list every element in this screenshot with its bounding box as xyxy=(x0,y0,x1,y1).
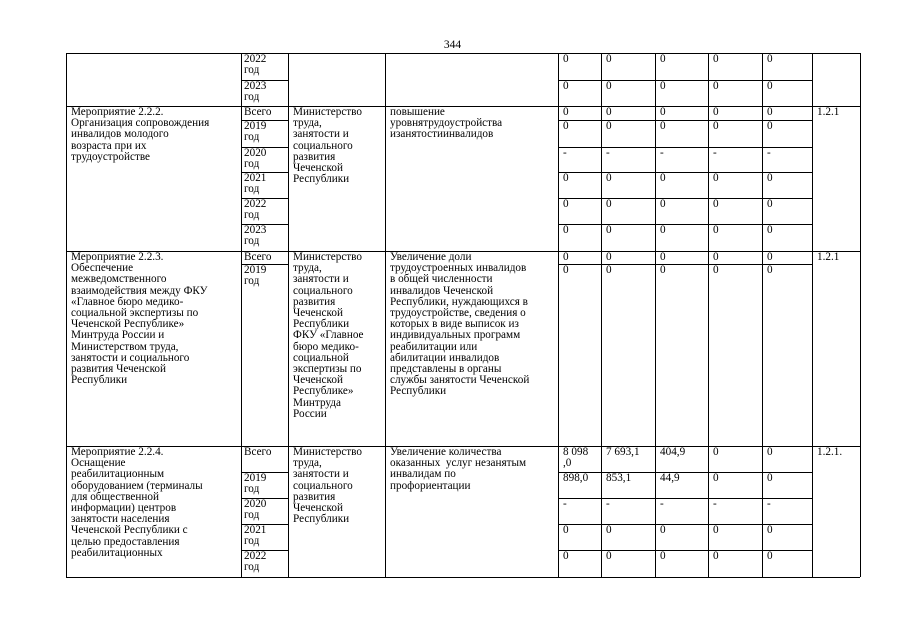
value-cell: 0 xyxy=(713,120,719,132)
indicator-line: Увеличение количества xyxy=(390,446,502,458)
year-label: 2023 xyxy=(244,80,267,92)
indicator-ref: 1.2.1 xyxy=(817,251,840,263)
value-cell: 0 xyxy=(713,198,719,210)
executor-line: труда, xyxy=(293,457,322,470)
year-label: 2023 xyxy=(244,224,267,236)
value-row-line xyxy=(558,198,812,199)
indicator-line: инвалидам по xyxy=(390,468,456,481)
event-line: развития Чеченской xyxy=(71,363,167,375)
value-cell: 0 xyxy=(767,524,773,536)
value-cell: 0 xyxy=(563,80,569,92)
year-label: год xyxy=(244,91,260,104)
value-cell: 0 xyxy=(563,264,569,276)
table-top-border xyxy=(66,53,860,54)
value-cell: - xyxy=(660,498,664,510)
year-label: 2020 xyxy=(244,498,267,510)
indicator-line: Увеличение доли xyxy=(390,251,472,263)
year-label: год xyxy=(244,509,260,522)
value-cell: 853,1 xyxy=(606,472,632,484)
indicator-line: изанятостиинвалидов xyxy=(390,128,494,141)
year-label: Всего xyxy=(244,106,272,118)
column-divider-0 xyxy=(66,53,67,577)
event-line: Чеченской Республике» xyxy=(71,318,185,331)
value-cell: 404,9 xyxy=(660,446,686,458)
value-row-line xyxy=(558,224,812,225)
value-cell: 0 xyxy=(660,550,666,562)
indicator-line: в общей численности xyxy=(390,273,493,286)
year-label: год xyxy=(244,209,260,222)
value-cell: 0 xyxy=(563,224,569,236)
value-cell: 0 xyxy=(767,198,773,210)
year-label: год xyxy=(244,275,260,288)
event-line: Минтруда России и xyxy=(71,329,165,342)
year-label: год xyxy=(244,64,260,77)
value-row-line xyxy=(558,472,812,473)
event-line: Организация сопровождения xyxy=(71,117,210,130)
year-label: 2020 xyxy=(244,147,267,159)
value-cell: 0 xyxy=(660,120,666,132)
value-cell: 0 xyxy=(713,446,719,458)
value-cell: 0 xyxy=(767,106,773,118)
event-line: инвалидов молодого xyxy=(71,128,169,141)
indicator-line: инвалидов Чеченской xyxy=(390,284,494,297)
executor-line: занятости и xyxy=(293,128,349,141)
indicator-line: абилитации инвалидов xyxy=(390,351,500,364)
value-cell: 0 xyxy=(606,80,612,92)
value-cell: - xyxy=(713,498,717,510)
value-row-line xyxy=(558,172,812,173)
value-cell: 0 xyxy=(606,264,612,276)
year-label: Всего xyxy=(244,251,272,263)
value-cell: 0 xyxy=(606,53,612,65)
value-row-line xyxy=(558,264,812,265)
executor-line: Чеченской xyxy=(293,307,343,319)
value-cell: - xyxy=(660,147,664,159)
value-row-line xyxy=(558,524,812,525)
value-cell: 0 xyxy=(767,264,773,276)
value-cell: 0 xyxy=(606,550,612,562)
value-cell: 0 xyxy=(713,264,719,276)
page-number: 344 xyxy=(443,39,462,51)
value-cell: 0 xyxy=(563,524,569,536)
indicator-line: которых в виде выписок из xyxy=(390,318,519,331)
event-line: Мероприятие 2.2.3. xyxy=(71,251,164,263)
executor-line: бюро медико- xyxy=(293,340,359,353)
value-cell: 0 xyxy=(713,224,719,236)
value-cell: 0 xyxy=(660,198,666,210)
value-cell: 898,0 xyxy=(563,472,589,484)
value-cell: 0 xyxy=(563,550,569,562)
executor-line: Республике» xyxy=(293,385,354,398)
year-label: 2019 xyxy=(244,120,267,132)
value-row-line xyxy=(558,550,812,551)
year-label: 2021 xyxy=(244,524,267,536)
executor-line: Министерство xyxy=(293,251,362,263)
executor-line: Минтруда xyxy=(293,396,341,409)
indicator-line: уровнятрудоустройства xyxy=(390,117,503,130)
year-label: 2022 xyxy=(244,198,267,210)
year-label: год xyxy=(244,235,260,248)
event-line: Министерством труда, xyxy=(71,340,179,353)
value-cell: - xyxy=(767,498,771,510)
value-cell: 0 xyxy=(713,472,719,484)
executor-line: России xyxy=(293,407,327,420)
value-cell: 0 xyxy=(660,224,666,236)
value-row-line xyxy=(558,120,812,121)
event-line: возраста при их xyxy=(71,139,147,152)
value-cell: 0 xyxy=(563,120,569,132)
executor-line: занятости и xyxy=(293,273,349,286)
value-cell: 0 xyxy=(660,524,666,536)
executor-line: занятости и xyxy=(293,468,349,481)
column-divider-10 xyxy=(860,53,861,577)
executor-line: развития xyxy=(293,295,336,308)
value-cell: 0 xyxy=(660,106,666,118)
value-row-line xyxy=(558,80,812,81)
year-label: 2022 xyxy=(244,53,267,65)
indicator-line: представлены в органы xyxy=(390,363,502,375)
indicator-line: Республики xyxy=(390,385,447,398)
indicator-ref: 1.2.1 xyxy=(817,106,840,118)
value-cell: 0 xyxy=(767,224,773,236)
event-line: трудоустройстве xyxy=(71,150,151,163)
value-cell: 0 xyxy=(660,251,666,263)
value-cell: 0 xyxy=(713,80,719,92)
event-line: для общественной xyxy=(71,490,159,503)
event-line: Чеченской Республики с xyxy=(71,524,188,537)
event-line: «Главное бюро медико- xyxy=(71,295,184,308)
event-line: межведомственного xyxy=(71,273,167,286)
year-label: год xyxy=(244,561,260,574)
value-cell: 0 xyxy=(767,53,773,65)
indicator-line: службы занятости Чеченской xyxy=(390,374,530,387)
value-cell: 0 xyxy=(563,106,569,118)
event-line: Обеспечение xyxy=(71,262,134,275)
indicator-line: трудоустроенных инвалидов xyxy=(390,262,527,275)
indicator-line: Республики, нуждающихся в xyxy=(390,295,528,308)
value-cell: 0 xyxy=(767,446,773,458)
value-cell: 7 693,1 xyxy=(606,446,640,458)
value-cell: 0 xyxy=(713,172,719,184)
executor-line: Министерство xyxy=(293,106,362,118)
value-cell: 0 xyxy=(767,251,773,263)
year-label: 2019 xyxy=(244,472,267,484)
event-line: взаимодействия между ФКУ xyxy=(71,284,208,297)
value-cell: 0 xyxy=(563,53,569,65)
executor-line: Министерство xyxy=(293,446,362,458)
executor-line: экспертизы по xyxy=(293,363,362,375)
value-cell: 0 xyxy=(713,251,719,263)
event-line: Республики xyxy=(71,374,128,387)
executor-line: труда, xyxy=(293,262,322,275)
event-line: реабилитационным xyxy=(71,468,165,481)
value-cell: 8 098 ,0 xyxy=(563,446,589,470)
value-cell: 0 xyxy=(606,172,612,184)
block-border-0 xyxy=(66,106,860,107)
year-label: год xyxy=(244,131,260,144)
executor-line: ФКУ «Главное xyxy=(293,329,364,342)
event-line: информации) центров xyxy=(71,502,177,514)
event-line: целью предоставления xyxy=(71,535,180,548)
value-cell: 0 xyxy=(563,251,569,263)
event-line: социальной экспертизы по xyxy=(71,307,199,319)
value-cell: 0 xyxy=(713,106,719,118)
value-cell: 0 xyxy=(767,172,773,184)
value-row-line xyxy=(558,498,812,499)
value-cell: 0 xyxy=(606,120,612,132)
value-row-line xyxy=(558,147,812,148)
value-cell: 0 xyxy=(767,550,773,562)
value-cell: 0 xyxy=(606,106,612,118)
indicator-line: оказанных услуг незанятым xyxy=(390,457,527,470)
value-cell: 0 xyxy=(767,472,773,484)
value-cell: 0 xyxy=(660,80,666,92)
value-cell: 0 xyxy=(660,264,666,276)
event-line: занятости населения xyxy=(71,513,170,526)
year-label: год xyxy=(244,183,260,196)
executor-line: Республики xyxy=(293,513,350,526)
value-cell: 0 xyxy=(713,53,719,65)
indicator-line: трудоустройстве, сведения о xyxy=(390,307,526,319)
event-line: Мероприятие 2.2.2. xyxy=(71,106,164,118)
executor-line: Чеченской xyxy=(293,162,343,174)
executor-line: социального xyxy=(293,284,353,297)
value-cell: 0 xyxy=(606,251,612,263)
year-label: 2021 xyxy=(244,172,267,184)
year-label: год xyxy=(244,535,260,548)
column-divider-2 xyxy=(288,53,289,577)
executor-line: Республики xyxy=(293,318,350,331)
executor-line: социальной xyxy=(293,351,349,364)
column-divider-9 xyxy=(812,53,813,577)
indicator-line: индивидуальных программ xyxy=(390,329,521,342)
year-label: Всего xyxy=(244,446,272,458)
block-border-3 xyxy=(66,577,860,578)
executor-line: развития xyxy=(293,490,336,503)
executor-line: развития xyxy=(293,150,336,163)
value-cell: 0 xyxy=(606,224,612,236)
value-cell: 0 xyxy=(713,550,719,562)
executor-line: труда, xyxy=(293,117,322,130)
indicator-line: профориентации xyxy=(390,479,471,492)
year-label: год xyxy=(244,158,260,171)
year-label: 2022 xyxy=(244,550,267,562)
value-cell: - xyxy=(606,498,610,510)
value-cell: 0 xyxy=(767,120,773,132)
value-cell: - xyxy=(606,147,610,159)
value-cell: 0 xyxy=(563,172,569,184)
executor-line: Республики xyxy=(293,173,350,186)
executor-line: Чеченской xyxy=(293,502,343,514)
value-cell: - xyxy=(563,498,567,510)
value-cell: - xyxy=(713,147,717,159)
value-cell: 0 xyxy=(767,80,773,92)
value-cell: 0 xyxy=(713,524,719,536)
year-label: год xyxy=(244,483,260,496)
value-cell: 0 xyxy=(660,172,666,184)
value-cell: 0 xyxy=(606,524,612,536)
event-line: Оснащение xyxy=(71,457,126,470)
executor-line: социального xyxy=(293,139,353,152)
executor-line: социального xyxy=(293,479,353,492)
indicator-line: повышение xyxy=(390,106,445,118)
value-cell: 0 xyxy=(606,198,612,210)
indicator-ref: 1.2.1. xyxy=(817,446,843,458)
column-divider-3 xyxy=(385,53,386,577)
indicator-line: реабилитации или xyxy=(390,340,478,353)
year-label: 2019 xyxy=(244,264,267,276)
event-line: оборудованием (терминалы xyxy=(71,479,203,492)
event-line: занятости и социального xyxy=(71,351,190,364)
value-cell: 44,9 xyxy=(660,472,680,484)
value-cell: - xyxy=(563,147,567,159)
event-line: Мероприятие 2.2.4. xyxy=(71,446,164,458)
event-line: реабилитационных xyxy=(71,546,163,559)
value-cell: 0 xyxy=(660,53,666,65)
value-cell: 0 xyxy=(563,198,569,210)
executor-line: Чеченской xyxy=(293,374,343,387)
value-cell: - xyxy=(767,147,771,159)
